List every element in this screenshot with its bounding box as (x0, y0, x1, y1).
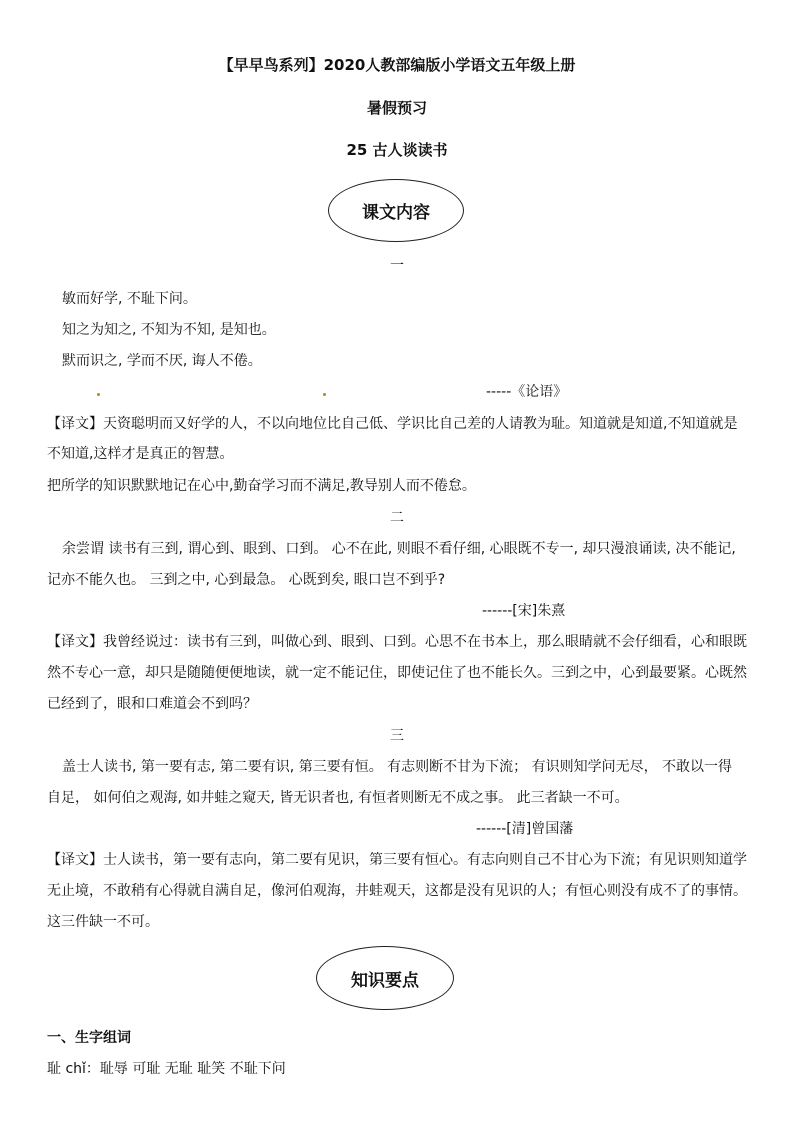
translation-text: 天资聪明而又好学的人，不以向地位比自己低、学识比自己差的人请教为耻。知道就是知道,不知道就是 (103, 416, 738, 432)
translation-label: 【译文】 (47, 852, 103, 868)
translation-line: 然不专心一意，却只是随随便便地读，就一定不能记住，即使记住了也不能长久。三到之中，心到最要紧。心既然 (47, 665, 747, 681)
translation-line: 无止境，不敢稍有心得就自满自足，像河伯观海，井蛙观天，这都是没有见识的人；有恒心则没有成不了的事情。 (47, 883, 747, 899)
translation-line: 把所学的知识默默地记在心中,勤奋学习而不满足,教导别人而不倦怠。 (47, 478, 476, 494)
source-attribution: ------[宋]朱熹 (482, 603, 566, 619)
translation-line: 已经到了，眼和口难道会不到吗？ (47, 696, 257, 712)
text-line: 敏而好学, 不耻下问。 (62, 291, 197, 307)
subtitle: 暑假预习 (366, 99, 427, 117)
lesson-title: 25 古人谈读书 (346, 141, 448, 159)
part-number-3: 三 (390, 728, 404, 744)
word-list: 耻 chǐ：耻辱 可耻 无耻 耻笑 不耻下问 (47, 1061, 286, 1077)
text-line: 默而识之, 学而不厌, 诲人不倦。 (62, 353, 262, 369)
series-title: 【早早鸟系列】2020人教部编版小学语文五年级上册 (218, 56, 576, 74)
section-oval-content (328, 179, 464, 242)
decorative-dot (97, 393, 100, 396)
text-line: 盖士人读书, 第一要有志, 第二要有识, 第三要有恒。 有志则断不甘为下流； 有识则知学问无尽， 不敢以一得 (62, 759, 733, 775)
decorative-dot (323, 393, 326, 396)
translation-line: 不知道,这样才是真正的智慧。 (47, 446, 234, 462)
source-attribution: -----《论语》 (486, 384, 568, 400)
translation-label: 【译文】 (47, 634, 103, 650)
text-line: 记亦不能久也。 三到之中, 心到最急。 心既到矣, 眼口岂不到乎? (47, 572, 446, 588)
part-number-2: 二 (390, 510, 404, 526)
translation-line (47, 849, 747, 869)
part-number-1: 一 (390, 258, 404, 274)
subsection-heading: 一、生字组词 (47, 1030, 131, 1046)
section-oval-knowledge (316, 946, 454, 1010)
translation-line: 这三件缺一不可。 (47, 914, 159, 930)
source-attribution: ------[清]曾国藩 (476, 821, 574, 837)
translation-text: 士人读书，第一要有志向，第二要有见识，第三要有恒心。有志向则自己不甘心为下流；有见识则知道学 (103, 852, 747, 868)
section-oval-label: 知识要点 (351, 970, 419, 991)
text-line: 余尝谓 读书有三到, 谓心到、眼到、口到。 心不在此, 则眼不看仔细, 心眼既不专一, 却只漫浪诵读, 决不能记, (62, 541, 736, 557)
translation-label: 【译文】 (47, 416, 103, 432)
translation-line (47, 631, 747, 651)
text-line: 自足， 如何伯之观海, 如井蛙之窥天, 皆无识者也, 有恒者则断无不成之事。 此三者缺一不可。 (47, 790, 629, 806)
translation-text: 我曾经说过：读书有三到，叫做心到、眼到、口到。心思不在书本上，那么眼睛就不会仔细看，心和眼既 (103, 634, 747, 650)
text-line: 知之为知之, 不知为不知, 是知也。 (62, 322, 276, 338)
translation-line (47, 413, 737, 433)
section-oval-label: 课文内容 (362, 203, 430, 223)
